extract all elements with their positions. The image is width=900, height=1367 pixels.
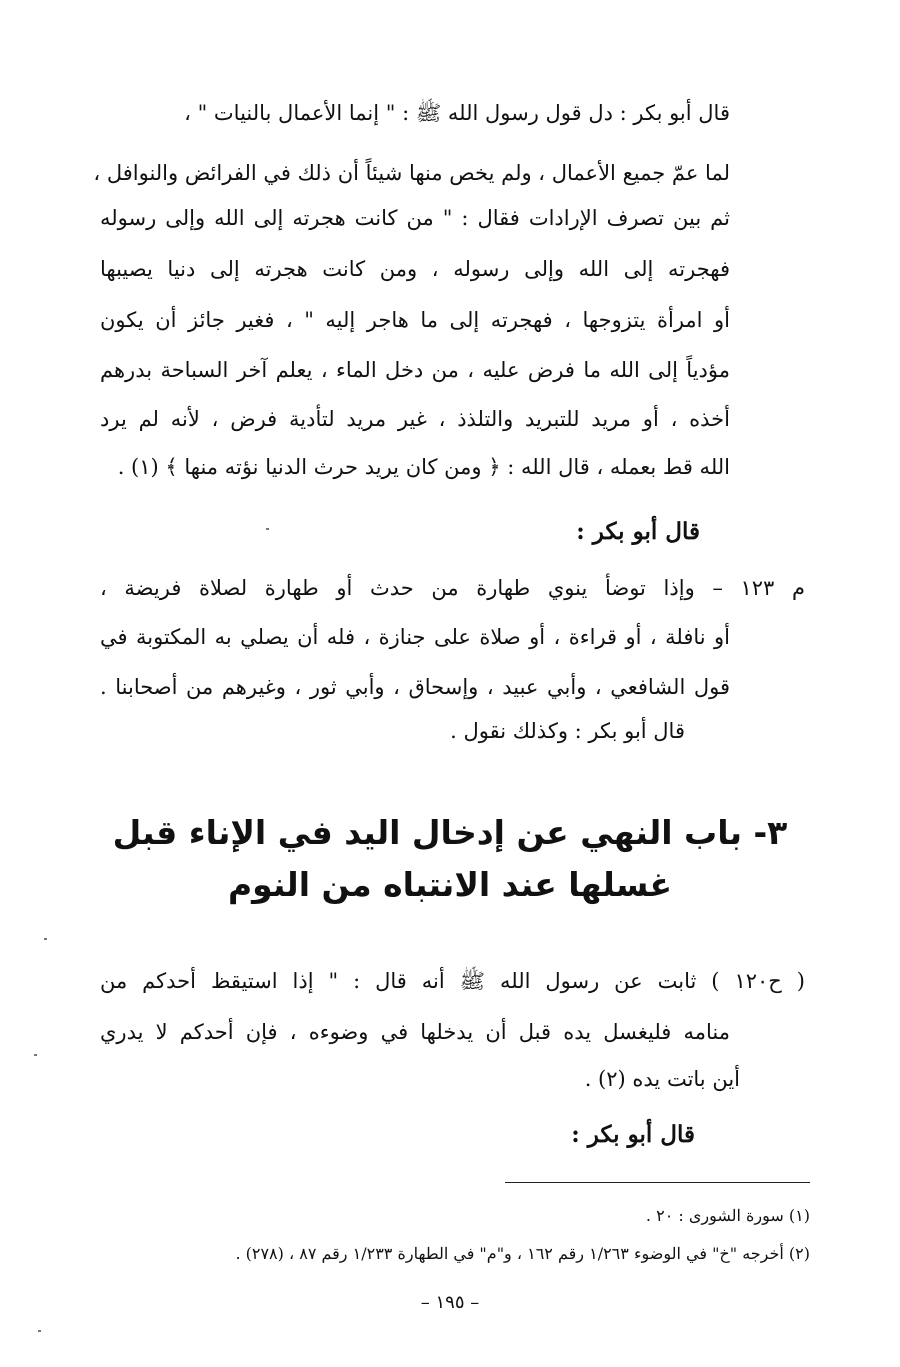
scan-speck (38, 1330, 41, 1332)
para1-line-5: أو امرأة يتزوجها ، فهجرته إلى ما هاجر إليه " ، فغير جائز أن يكون (100, 308, 730, 332)
scan-speck (44, 938, 47, 940)
chapter-title-line-2: غسلها عند الانتباه من النوم (227, 865, 673, 904)
para1-line-4: فهجرته إلى الله وإلى رسوله ، ومن كانت هجرته إلى دنيا يصيبها (100, 257, 730, 281)
scan-speck (34, 1054, 37, 1056)
section-heading-abu-bakr-1: قال أبو بكر : (576, 518, 700, 545)
para1-line-6: مؤدياً إلى الله ما فرض عليه ، من دخل الماء ، يعلم آخر السباحة بدرهم (100, 358, 730, 382)
footnote-1: (١) سورة الشورى : ٢٠ . (645, 1206, 810, 1225)
scan-speck (266, 528, 269, 530)
masalah-123-line-3: قول الشافعي ، وأبي عبيد ، وإسحاق ، وأبي ثور ، وغيرهم من أصحابنا . (100, 675, 730, 699)
hadith-120-line-1: ( ح١٢٠ ) ثابت عن رسول الله ﷺ أنه قال : " إذا استيقظ أحدكم من (100, 969, 805, 993)
footnote-separator (505, 1182, 810, 1183)
hadith-120-line-2: منامه فليغسل يده قبل أن يدخلها في وضوءه ، فإن أحدكم لا يدري (100, 1020, 730, 1044)
section-heading-abu-bakr-2: قال أبو بكر : (571, 1121, 695, 1148)
footnote-2: (٢) أخرجه "خ" في الوضوء ١/٢٦٣ رقم ١٦٢ ، و"م" في الطهارة ١/٢٣٣ رقم ٨٧ ، (٢٧٨) . (235, 1244, 810, 1263)
masalah-123-line-1: م ١٢٣ – وإذا توضأ ينوي طهارة من حدث أو طهارة لصلاة فريضة ، (100, 576, 805, 600)
masalah-123-line-2: أو نافلة ، أو قراءة ، أو صلاة على جنازة ، فله أن يصلي به المكتوبة في (100, 625, 730, 649)
para1-line-3: ثم بين تصرف الإرادات فقال : " من كانت هجرته إلى الله وإلى رسوله (100, 206, 730, 230)
para1-line-2: لما عمّ جميع الأعمال ، ولم يخص منها شيئاً أن ذلك في الفرائض والنوافل ، (93, 161, 730, 185)
para1-line-1: قال أبو بكر : دل قول رسول الله ﷺ : " إنما الأعمال بالنيات " ، (184, 101, 730, 125)
page-number: – ١٩٥ – (420, 1292, 480, 1313)
para1-line-7: أخذه ، أو مريد للتبريد والتلذذ ، غير مريد لتأدية فرض ، لأنه لم يرد (100, 407, 730, 431)
chapter-title-line-1: ٣- باب النهي عن إدخال اليد في الإناء قبل (112, 813, 788, 852)
para1-line-8: الله قط بعمله ، قال الله : ﴿ ومن كان يريد حرث الدنيا نؤته منها ﴾ (١) . (117, 455, 730, 479)
hadith-120-line-3: أين باتت يده (٢) . (584, 1067, 740, 1091)
masalah-123-line-4: قال أبو بكر : وكذلك نقول . (450, 719, 685, 743)
